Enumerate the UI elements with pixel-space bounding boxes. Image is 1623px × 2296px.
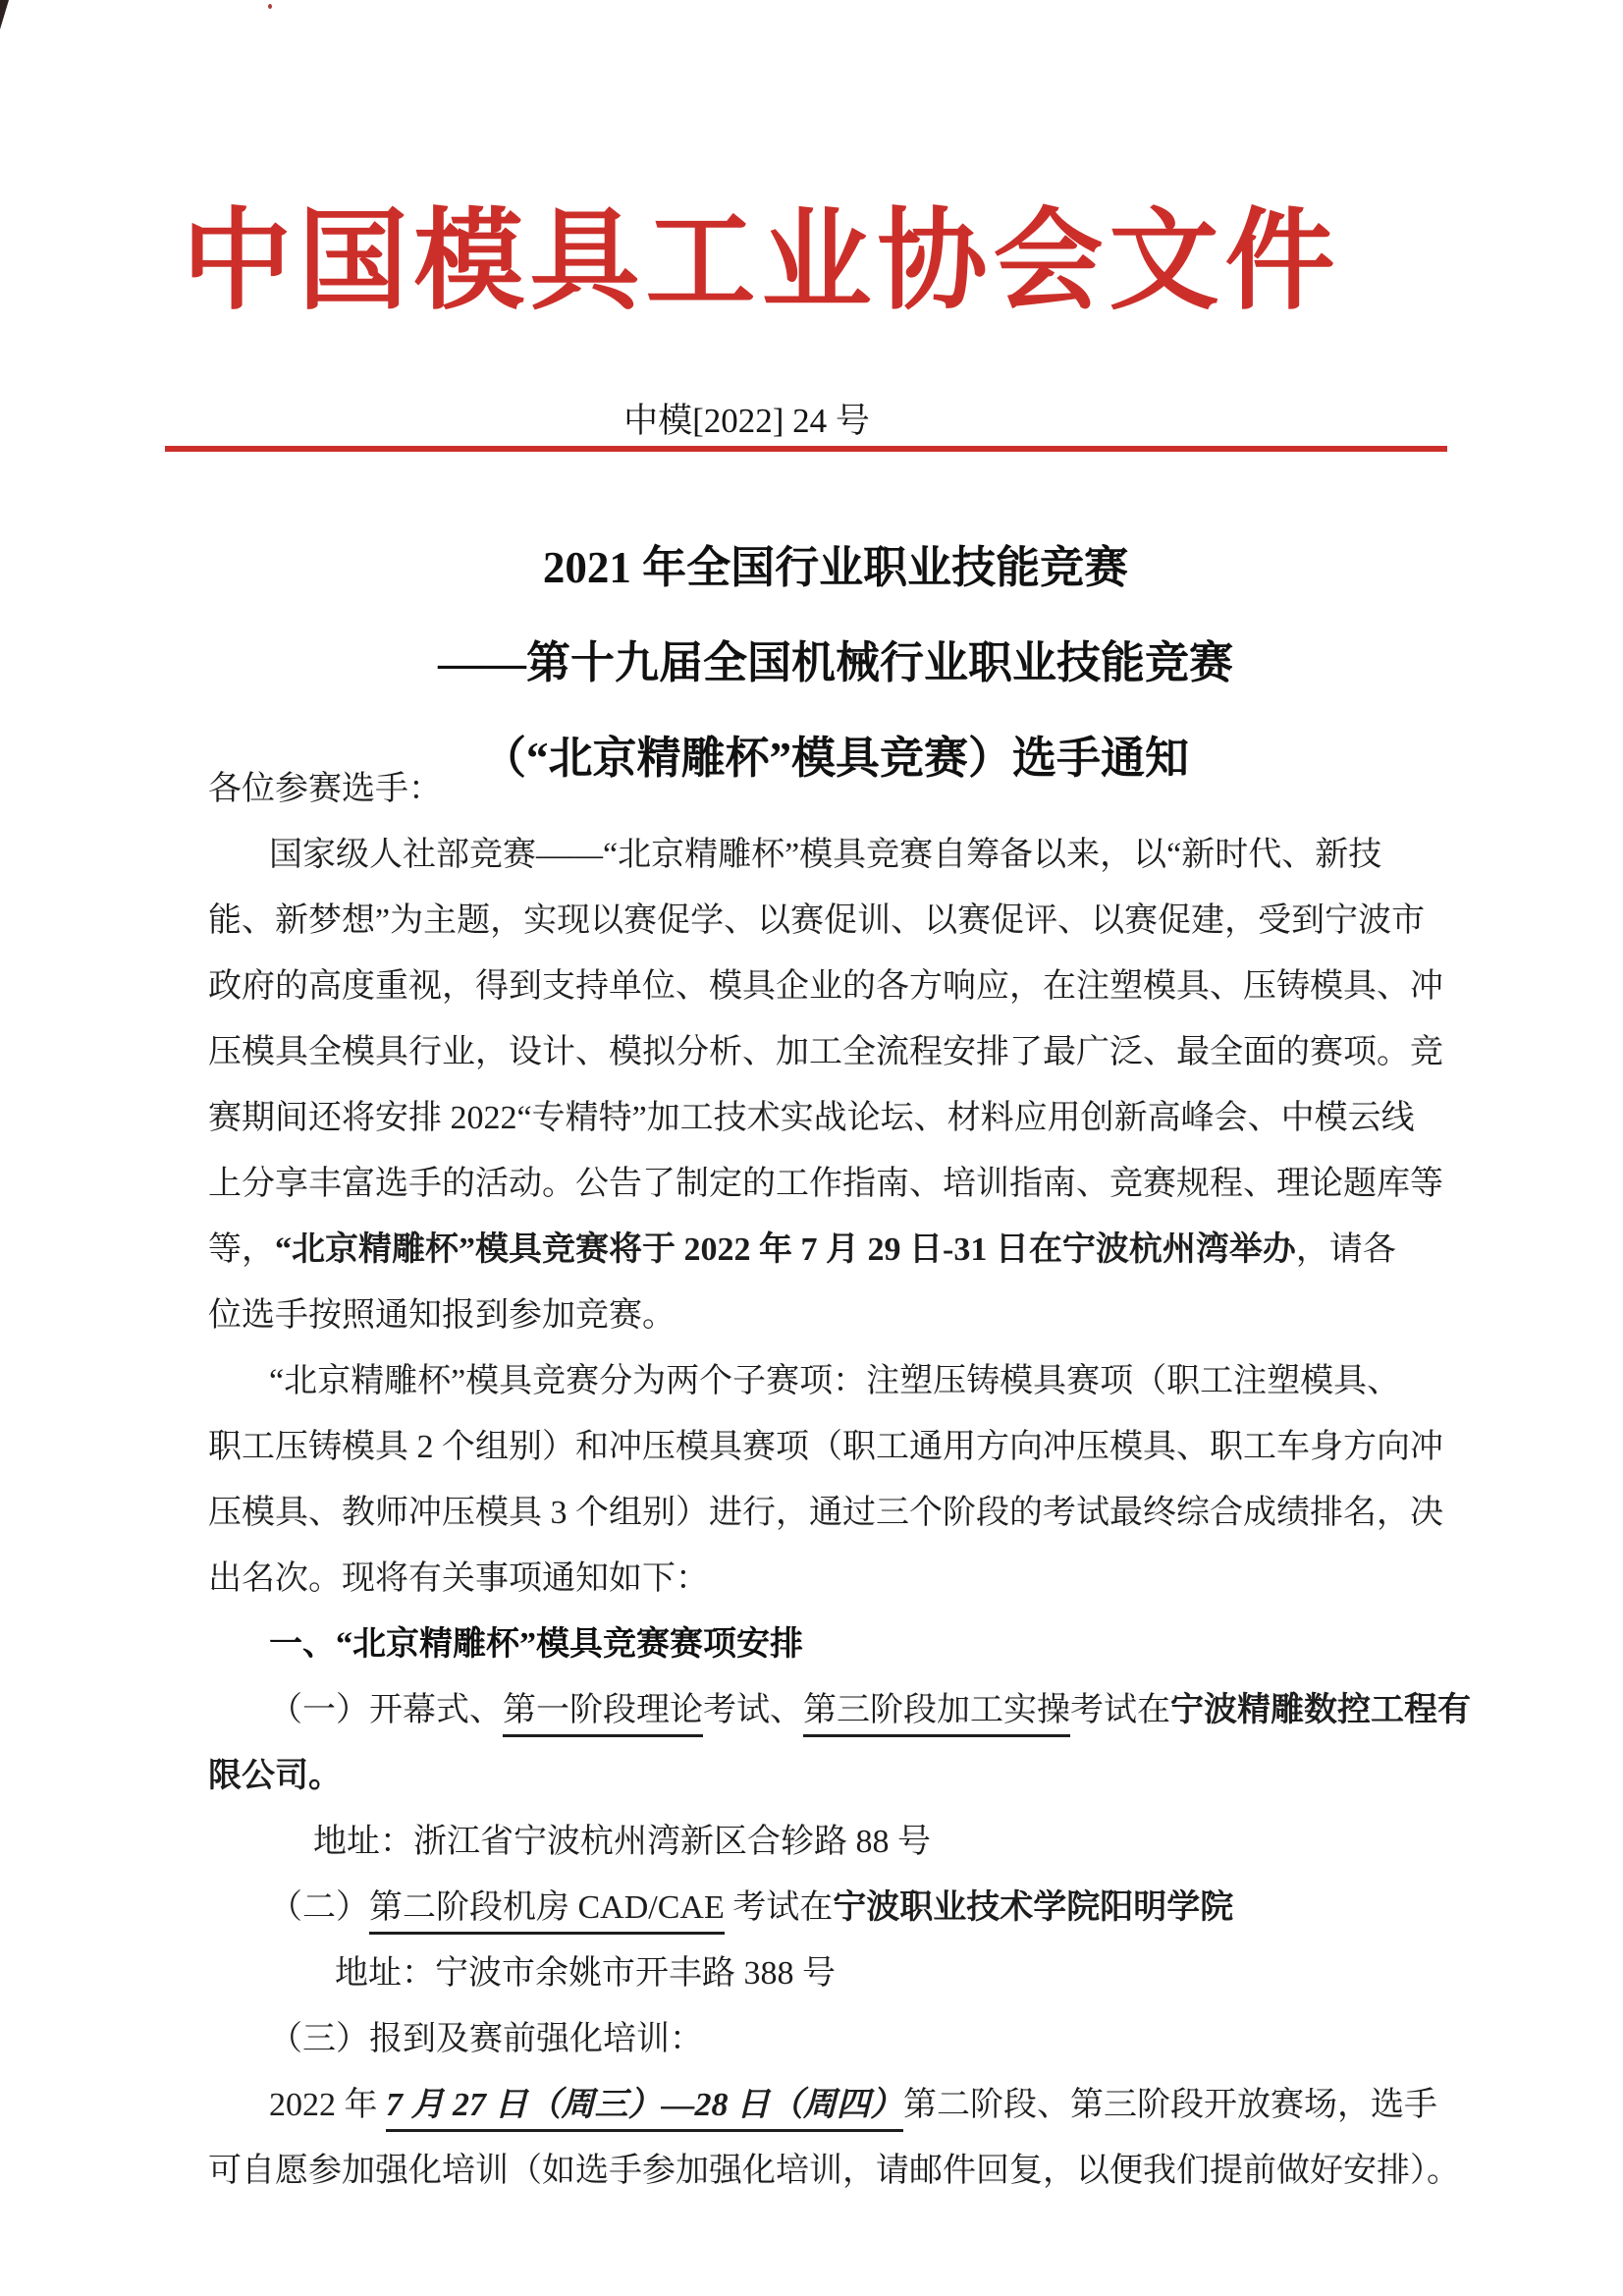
body-line [208, 1677, 1477, 1743]
document-number: 中模[2022] 24 号 [623, 402, 870, 440]
notice-title-line-2: ——第十九届全国机械行业职业技能竞赛 [437, 638, 1233, 687]
body-line: 出名次。现将有关事项通知如下： [208, 1560, 709, 1597]
letterhead-title: 中国模具工业协会文件 [182, 201, 1341, 323]
body-line: “北京精雕杯”模具竞赛分为两个子赛项：注塑压铸模具赛项（职工注塑模具、 [269, 1363, 1401, 1399]
body-text: 考试、 [703, 1692, 803, 1728]
body-text-bold: 宁波职业技术学院阳明学院 [833, 1889, 1234, 1926]
body-text-underlined: 第三阶段加工实操 [803, 1689, 1070, 1737]
address-line: 地址：宁波市余姚市开丰路 388 号 [335, 1955, 836, 1992]
body-text: 考试在 [724, 1889, 834, 1926]
body-line: 赛期间还将安排 2022“专精特”加工技术实战论坛、材料应用创新高峰会、中模云线 [208, 1100, 1415, 1136]
body-line: 政府的高度重视，得到支持单位、模具企业的各方响应，在注塑模具、压铸模具、冲 [208, 968, 1443, 1005]
body-text: （二） [269, 1889, 369, 1926]
body-line: 压模具全模具行业，设计、模拟分析、加工全流程安排了最广泛、最全面的赛项。竞 [208, 1034, 1443, 1070]
salutation: 各位参赛选手： [208, 771, 442, 807]
scan-artifact [0, 0, 9, 29]
body-text: 考试在 [1070, 1692, 1170, 1728]
address-line: 地址：浙江省宁波杭州湾新区合轸路 88 号 [313, 1824, 931, 1860]
body-text: ，请各 [1295, 1231, 1396, 1268]
body-text: （一）开幕式、 [269, 1692, 503, 1728]
scan-artifact [268, 4, 272, 9]
body-text: 第二阶段、第三阶段开放赛场，选手 [903, 2087, 1437, 2123]
body-line: 压模具、教师冲压模具 3 个组别）进行，通过三个阶段的考试最终综合成绩排名，决 [208, 1495, 1443, 1531]
body-text-bold: 宁波精雕数控工程有 [1170, 1692, 1471, 1728]
notice-title-line-1: 2021 年全国行业职业技能竞赛 [542, 543, 1129, 592]
body-line: 上分享丰富选手的活动。公告了制定的工作指南、培训指南、竞赛规程、理论题库等 [208, 1166, 1443, 1202]
body-line: 能、新梦想”为主题，实现以赛促学、以赛促训、以赛促评、以赛促建，受到宁波市 [208, 902, 1426, 939]
body-line: 国家级人社部竞赛——“北京精雕杯”模具竞赛自筹备以来，以“新时代、新技 [269, 837, 1382, 873]
body-line [208, 2072, 1477, 2138]
body-line: 职工压铸模具 2 个组别）和冲压模具赛项（职工通用方向冲压模具、职工车身方向冲 [208, 1429, 1443, 1465]
body-line: 位选手按照通知报到参加竞赛。 [208, 1297, 676, 1334]
notice-title-line-3: （“北京精雕杯”模具竞赛）选手通知 [481, 734, 1189, 783]
body-line: （三）报到及赛前强化培训： [269, 2021, 703, 2057]
body-text-bold: “北京精雕杯”模具竞赛将于 2022 年 7 月 29 日-31 日在宁波杭州湾举办 [275, 1231, 1296, 1268]
section-heading: 一、“北京精雕杯”模具竞赛赛项安排 [269, 1626, 803, 1663]
notice-body [208, 756, 1477, 2204]
body-text-underlined: 第一阶段理论 [503, 1689, 703, 1737]
red-divider-line [165, 446, 1447, 452]
body-text: 2022 年 [269, 2087, 386, 2123]
body-line: 可自愿参加强化培训（如选手参加强化培训，请邮件回复，以便我们提前做好安排）。 [208, 2153, 1460, 2189]
body-line: 限公司。 [208, 1758, 342, 1794]
body-text-underlined: 第二阶段机房 CAD/CAE [369, 1886, 725, 1935]
body-line [208, 1875, 1477, 1941]
body-text: 等， [208, 1231, 275, 1268]
body-line [208, 1217, 1477, 1283]
body-text-bold-italic-underlined: 7 月 27 日（周三）—28 日（周四） [386, 2084, 903, 2132]
